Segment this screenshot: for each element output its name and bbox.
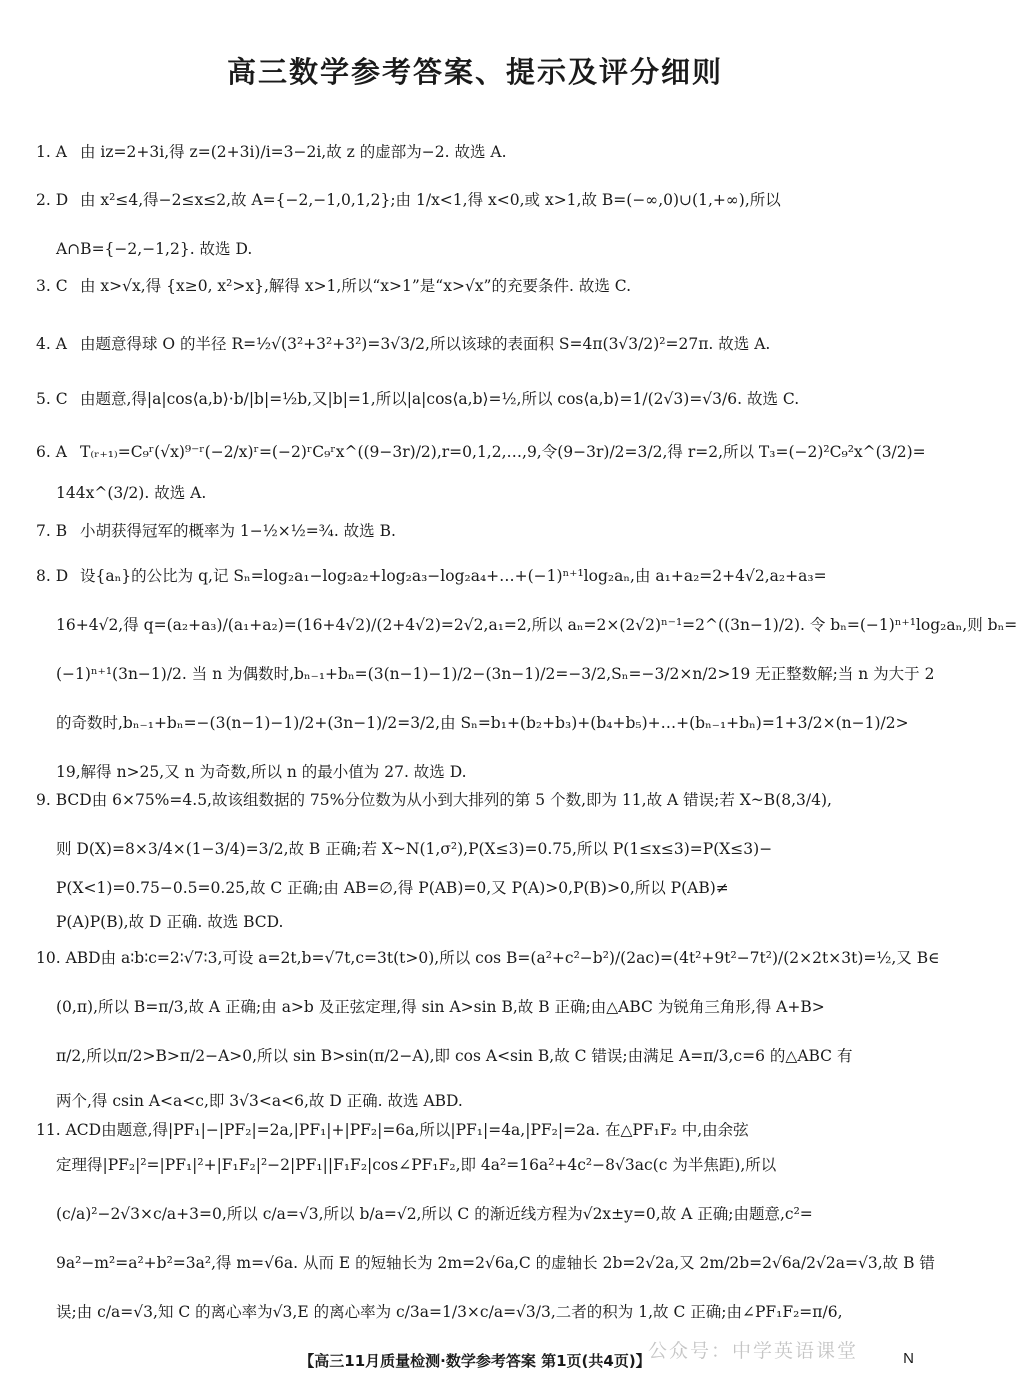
answer-text: A∩B={−2,−1,2}. 故选 D. [56, 240, 253, 258]
answer-text: 由 x²≤4,得−2≤x≤2,故 A={−2,−1,0,1,2};由 1/x<1,得 x<0,或 x>1,故 B=(−∞,0)∪(1,+∞),所以 [80, 191, 781, 209]
answer-number: 10. ABD [36, 949, 101, 967]
answer-8 [36, 552, 1017, 797]
answer-text: (c/a)²−2√3×c/a+3=0,所以 c/a=√3,所以 b/a=√2,所以 C 的渐近线方程为√2x±y=0,故 A 正确;由题意,c²= [56, 1205, 813, 1223]
answer-text: 设{aₙ}的公比为 q,记 Sₙ=log₂a₁−log₂a₂+log₂a₃−log₂a₄+…+(−1)ⁿ⁺¹log₂aₙ,由 a₁+a₂=2+4√2,a₂+a₃= [80, 567, 827, 585]
answer-number: 3. C [36, 277, 68, 295]
answer-number: 1. A [36, 143, 67, 161]
answer-text: 9a²−m²=a²+b²=3a²,得 m=√6a. 从而 E 的短轴长为 2m=2√6a,C 的虚轴长 2b=2√2a,又 2m/2b=2√6a/2√2a=√3,故 B 错 [56, 1254, 935, 1272]
answer-text: P(A)P(B),故 D 正确. 故选 BCD. [56, 913, 284, 931]
answer-text: 由 a∶b∶c=2∶√7∶3,可设 a=2t,b=√7t,c=3t(t>0),所以 cos B=(a²+c²−b²)/(2ac)=(4t²+9t²−7t²)/(2×2t×3t)=½,又 B∈ [100, 949, 940, 967]
answer-text: 小胡获得冠军的概率为 1−½×½=¾. 故选 B. [80, 522, 396, 540]
answer-text: 由 6×75%=4.5,故该组数据的 75%分位数为从小到大排列的第 5 个数,即为 11,故 A 错误;若 X~B(8,3/4), [91, 791, 832, 809]
answer-5 [36, 375, 916, 424]
answer-text: 定理得|PF₂|²=|PF₁|²+|F₁F₂|²−2|PF₁||F₁F₂|cos∠PF₁F₂,即 4a²=16a²+4c²−8√3ac(c 为半焦距),所以 [56, 1156, 777, 1174]
answer-text: 由题意得球 O 的半径 R=½√(3²+3²+3²)=3√3/2,所以该球的表面积 S=4π(3√3/2)²=27π. 故选 A. [80, 335, 771, 353]
answer-number: 11. ACD [36, 1121, 102, 1139]
answer-3 [36, 262, 916, 311]
answer-4 [36, 320, 916, 369]
answer-text: 19,解得 n>25,又 n 为奇数,所以 n 的最小值为 27. 故选 D. [56, 763, 467, 781]
answer-number: 4. A [36, 335, 67, 353]
answer-text: 则 D(X)=8×3/4×(1−3/4)=3/2,故 B 正确;若 X~N(1,σ²),P(X≤3)=0.75,所以 P(1≤x≤3)=P(X≤3)− [56, 840, 773, 858]
answer-1 [36, 128, 916, 177]
answer-text: 的奇数时,bₙ₋₁+bₙ=−(3(n−1)−1)/2+(3n−1)/2=3/2,由 Sₙ=b₁+(b₂+b₃)+(b₄+b₅)+…+(bₙ₋₁+bₙ)=1+3/2×(n−1)/2> [56, 714, 909, 732]
answer-9 [36, 776, 916, 947]
answer-number: 7. B [36, 522, 68, 540]
page-mark: N [903, 1350, 914, 1367]
answer-text: 由题意,得|a|cos⟨a,b⟩·b/|b|=½b,又|b|=1,所以|a|cos⟨a,b⟩=½,所以 cos⟨a,b⟩=1/(2√3)=√3/6. 故选 C. [80, 390, 800, 408]
answer-text: 由 iz=2+3i,得 z=(2+3i)/i=3−2i,故 z 的虚部为−2. 故选 A. [80, 143, 507, 161]
answer-7 [36, 507, 916, 556]
answer-text: 由 x>√x,得 {x≥0, x²>x},解得 x>1,所以“x>1”是“x>√x”的充要条件. 故选 C. [80, 277, 632, 295]
answer-11 [36, 1106, 935, 1337]
answer-text: (−1)ⁿ⁺¹(3n−1)/2. 当 n 为偶数时,bₙ₋₁+bₙ=(3(n−1)−1)/2−(3n−1)/2=−3/2,Sₙ=−3/2×n/2>19 无正整数解;当 n 为大于 2 [56, 665, 935, 683]
answer-text: 两个,得 csin A<a<c,即 3√3<a<6,故 D 正确. 故选 ABD. [56, 1092, 463, 1110]
page-title: 高三数学参考答案、提示及评分细则 [226, 55, 723, 89]
answer-text: 误;由 c/a=√3,知 C 的离心率为√3,E 的离心率为 c/3a=1/3×c/a=√3/3,二者的积为 1,故 C 正确;由∠PF₁F₂=π/6, [56, 1303, 843, 1321]
answer-number: 2. D [36, 191, 69, 209]
answer-text: π/2,所以π/2>B>π/2−A>0,所以 sin B>sin(π/2−A),即 cos A<sin B,故 C 错误;由满足 A=π/3,c=6 的△ABC 有 [56, 1047, 853, 1065]
answer-number: 6. A [36, 443, 67, 461]
answer-text: P(X<1)=0.75−0.5=0.25,故 C 正确;由 AB=∅,得 P(AB)=0,又 P(A)>0,P(B)>0,所以 P(AB)≠ [56, 879, 729, 897]
answer-text: (0,π),所以 B=π/3,故 A 正确;由 a>b 及正弦定理,得 sin A>sin B,故 B 正确;由△ABC 为锐角三角形,得 A+B> [56, 998, 825, 1016]
page-footer: 【高三11月质量检测·数学参考答案 第1页(共4页)】 [299, 1352, 651, 1370]
answer-text: T₍ᵣ₊₁₎=C₉ʳ(√x)⁹⁻ʳ(−2/x)ʳ=(−2)ʳC₉ʳx^((9−3r)/2),r=0,1,2,…,9,令(9−3r)/2=3/2,得 r=2,所以 T₃=(−2)²C₉²x^(3/2)= [80, 443, 926, 461]
answer-number: 8. D [36, 567, 69, 585]
answer-text: 由题意,得|PF₁|−|PF₂|=2a,|PF₁|+|PF₂|=6a,所以|PF₁|=4a,|PF₂|=2a. 在△PF₁F₂ 中,由余弦 [101, 1121, 749, 1139]
answer-6 [36, 428, 926, 518]
answer-text: 144x^(3/2). 故选 A. [56, 484, 207, 502]
answer-number: 9. BCD [36, 791, 92, 809]
answer-10 [36, 934, 940, 1126]
answer-number: 5. C [36, 390, 68, 408]
watermark: 公众号：中学英语课堂 [648, 1340, 859, 1362]
answer-text: 16+4√2,得 q=(a₂+a₃)/(a₁+a₂)=(16+4√2)/(2+4√2)=2√2,a₁=2,所以 aₙ=2×(2√2)ⁿ⁻¹=2^((3n−1)/2). 令 bₙ=(−1)ⁿ⁺¹log₂aₙ,则 bₙ= [56, 616, 1017, 634]
answer-2 [36, 176, 916, 274]
